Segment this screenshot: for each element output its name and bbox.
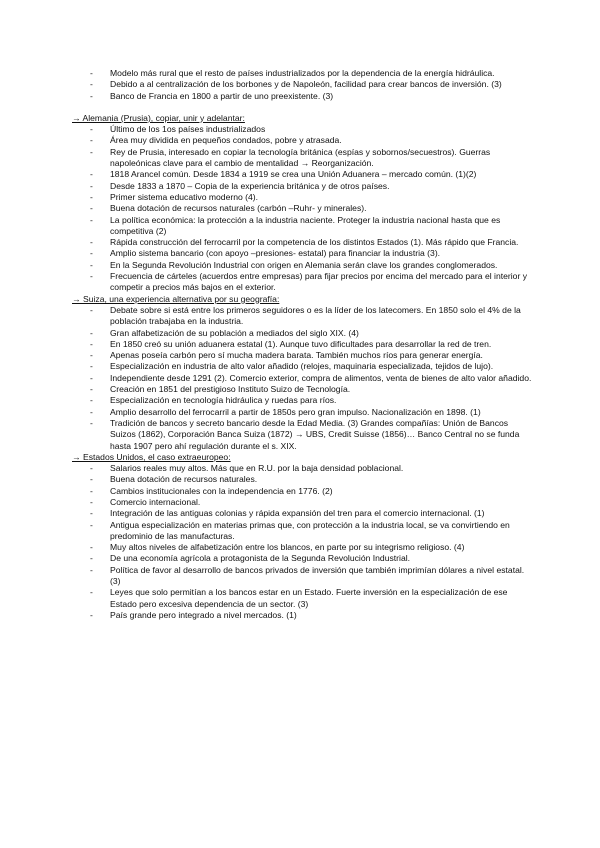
section [72, 294, 532, 452]
list-item: - En 1850 creó su unión aduanera estatal (1). Aunque tuvo dificultades para desarrollar la red de tren. [72, 339, 532, 350]
list-item: - Modelo más rural que el resto de países industrializados por la dependencia de la energía hidráulica. [72, 68, 532, 79]
list-item: - Especialización en industria de alto valor añadido (relojes, maquinaria especializada, tejidos de lujo). [72, 361, 532, 372]
document-body [72, 68, 532, 621]
list-item: - Buena dotación de recursos naturales. [72, 474, 532, 485]
section [72, 113, 532, 294]
section-heading: → Suiza, una experiencia alternativa por su geografía: [72, 293, 280, 304]
list-item: - Banco de Francia en 1800 a partir de uno preexistente. (3) [72, 91, 532, 102]
section-heading: → Alemania (Prusia), copiar, unir y adelantar: [72, 112, 245, 123]
list-item: - Apenas poseía carbón pero sí mucha madera barata. También muchos ríos para generar energía. [72, 350, 532, 361]
list-item: - Cambios institucionales con la independencia en 1776. (2) [72, 486, 532, 497]
list-item: - Política de favor al desarrollo de bancos privados de inversión que también imprimían dólares a nivel estatal. (3) [72, 565, 532, 588]
paragraph-gap [72, 102, 532, 113]
list-item: - Independiente desde 1291 (2). Comercio exterior, compra de alimentos, venta de bienes de alto valor añadido. [72, 373, 532, 384]
list-item: - Debate sobre si está entre los primeros seguidores o es la líder de los latecomers. En 1850 solo el 4% de la población trabajaba en la industria. [72, 305, 532, 328]
list-item: - País grande pero integrado a nivel mercados. (1) [72, 610, 532, 621]
list-item: - En la Segunda Revolución Industrial con origen en Alemania serán clave los grandes conglomerados. [72, 260, 532, 271]
list-item: - Antigua especialización en materias primas que, con protección a la industria local, se va convirtiendo en predominio de las manufacturas. [72, 520, 532, 543]
section-bullet-list [72, 124, 532, 293]
list-item: - De una economía agrícola a protagonista de la Segunda Revolución Industrial. [72, 553, 532, 564]
section-bullet-list [72, 463, 532, 621]
list-item: - Muy altos niveles de alfabetización entre los blancos, en parte por su integrismo religioso. (4) [72, 542, 532, 553]
list-item: - Comercio internacional. [72, 497, 532, 508]
list-item: - Área muy dividida en pequeños condados, pobre y atrasada. [72, 135, 532, 146]
list-item: - Amplio sistema bancario (con apoyo –presiones- estatal) para financiar la industria (3). [72, 248, 532, 259]
list-item: - Último de los 1os países industrializados [72, 124, 532, 135]
section-bullet-list [72, 305, 532, 452]
list-item: - Creación en 1851 del prestigioso Instituto Suizo de Tecnología. [72, 384, 532, 395]
list-item: - Rápida construcción del ferrocarril por la competencia de los distintos Estados (1). Más rápido que Francia. [72, 237, 532, 248]
list-item: - Salarios reales muy altos. Más que en R.U. por la baja densidad poblacional. [72, 463, 532, 474]
section-heading: → Estados Unidos, el caso extraeuropeo: [72, 451, 231, 462]
list-item: - La política económica: la protección a la industria naciente. Proteger la industria nacional hasta que es competitiva (2) [72, 215, 532, 238]
list-item: - Desde 1833 a 1870 – Copia de la experiencia británica y de otros países. [72, 181, 532, 192]
list-item: - Especialización en tecnología hidráulica y ruedas para ríos. [72, 395, 532, 406]
list-item: - Amplio desarrollo del ferrocarril a partir de 1850s pero gran impulso. Nacionalización en 1898. (1) [72, 407, 532, 418]
list-item: - Buena dotación de recursos naturales (carbón –Ruhr- y minerales). [72, 203, 532, 214]
sections-container [72, 113, 532, 621]
list-item: - Integración de las antiguas colonias y rápida expansión del tren para el comercio internacional. (1) [72, 508, 532, 519]
list-item: - Frecuencia de cárteles (acuerdos entre empresas) para fijar precios por encima del mercado para el interior y competir a precios más bajos en el exterior. [72, 271, 532, 294]
list-item: - Gran alfabetización de su población a mediados del siglo XIX. (4) [72, 328, 532, 339]
intro-bullet-list [72, 68, 532, 102]
list-item: - Debido a al centralización de los borbones y de Napoleón, facilidad para crear bancos de inversión. (3) [72, 79, 532, 90]
list-item: - 1818 Arancel común. Desde 1834 a 1919 se crea una Unión Aduanera – mercado común. (1)(2) [72, 169, 532, 180]
section [72, 452, 532, 621]
list-item: - Leyes que solo permitían a los bancos estar en un Estado. Fuerte inversión en la especialización de ese Estado pero excesiva dependencia de un sector. (3) [72, 587, 532, 610]
list-item: - Rey de Prusia, interesado en copiar la tecnología británica (espías y sobornos/secuestros). Guerras napoleónicas clave para el cambio de mentalidad → Reorganización. [72, 147, 532, 170]
list-item: - Tradición de bancos y secreto bancario desde la Edad Media. (3) Grandes compañías: Unión de Bancos Suizos (1862), Corporación Banca Suiza (1872) → UBS, Credit Suisse (1856)… Banco Central no se funda hasta 1907 pero ahí regulación durante el s. XIX. [72, 418, 532, 452]
list-item: - Primer sistema educativo moderno (4). [72, 192, 532, 203]
